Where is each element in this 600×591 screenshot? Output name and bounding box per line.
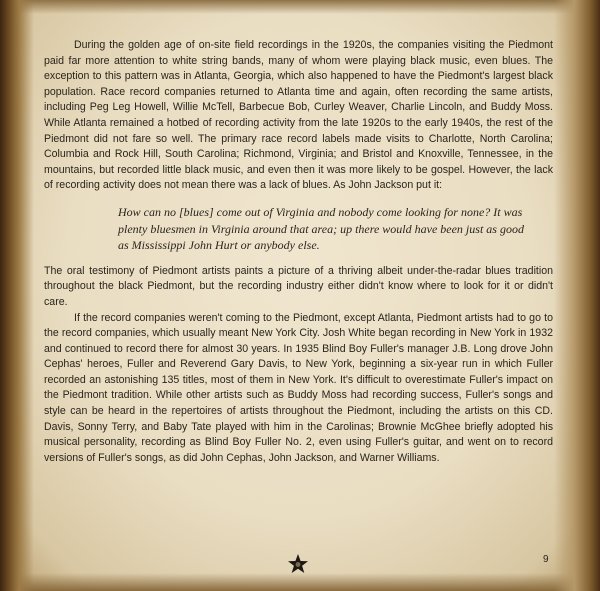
- body-text: [44, 38, 553, 466]
- page-number: 9: [543, 554, 549, 565]
- page-edge-right: [554, 0, 600, 591]
- block-quote: How can no [blues] come out of Virginia and nobody come looking for none? It was plenty bluesmen in Virginia around that area; up there would have been just as good as Mississippi John Hurt or anybody else.: [118, 204, 524, 253]
- paragraph-2: The oral testimony of Piedmont artists paints a picture of a thriving albeit under-the-radar blues tradition throughout the black Piedmont, but the recording industry either didn't know where to look for it or didn't care.: [44, 264, 553, 308]
- paragraph-3: If the record companies weren't coming to the Piedmont, except Atlanta, Piedmont artists had to go to the record companies, which usually meant New York City. Josh White began recording in New York in 1932 and continued to record there for almost 30 years. In 1935 Blind Boy Fuller's manager J.B. Long drove John Cephas' heroes, Fuller and Reverend Gary Davis, to New York, beginning a six-year run in which Fuller recorded an astonishing 135 titles, most of them in New York. It's difficult to overestimate Fuller's impact on the Piedmont tradition. While other artists such as Buddy Moss had recording success, Fuller's songs and style can be heard in the repertoires of artists throughout the Piedmont, including the artists on this CD. Davis, Sonny Terry, and Baby Tate played with him in the Carolinas; Brownie McGhee briefly adopted his musical personality, recording as Blind Boy Fuller No. 2, even using Fuller's guitar, and went on to record versions of Fuller's songs, as did John Cephas, John Jackson, and Warner Williams.: [44, 311, 553, 464]
- paragraph-1: During the golden age of on-site field recordings in the 1920s, the companies visiting the Piedmont paid far more attention to white string bands, many of whom were playing black music, even blues. The exception to this pattern was in Atlanta, Georgia, which also happened to have the Piedmont's largest black population. Race record companies returned to Atlanta time and again, often recording the same artists, including Peg Leg Howell, Willie McTell, Barbecue Bob, Curley Weaver, Charlie Lincoln, and Buddy Moss. While Atlanta remained a hotbed of recording activity from the late 1920s to the early 1940s, the rest of the Piedmont did not fare so well. The primary race record labels made visits to Charlotte, North Carolina; Columbia and Rock Hill, South Carolina; Richmond, Virginia; and Bristol and Knoxville, Tennessee, in the mountains, but recorded little black music, and even then it was more likely to be gospel. However, the lack of recording activity does not mean there was a lack of blues. As John Jackson put it:: [44, 39, 553, 192]
- page-edge-top: [0, 0, 600, 14]
- page-edge-bottom: [0, 573, 600, 591]
- star-icon: [287, 553, 309, 575]
- page-edge-left: [0, 0, 34, 591]
